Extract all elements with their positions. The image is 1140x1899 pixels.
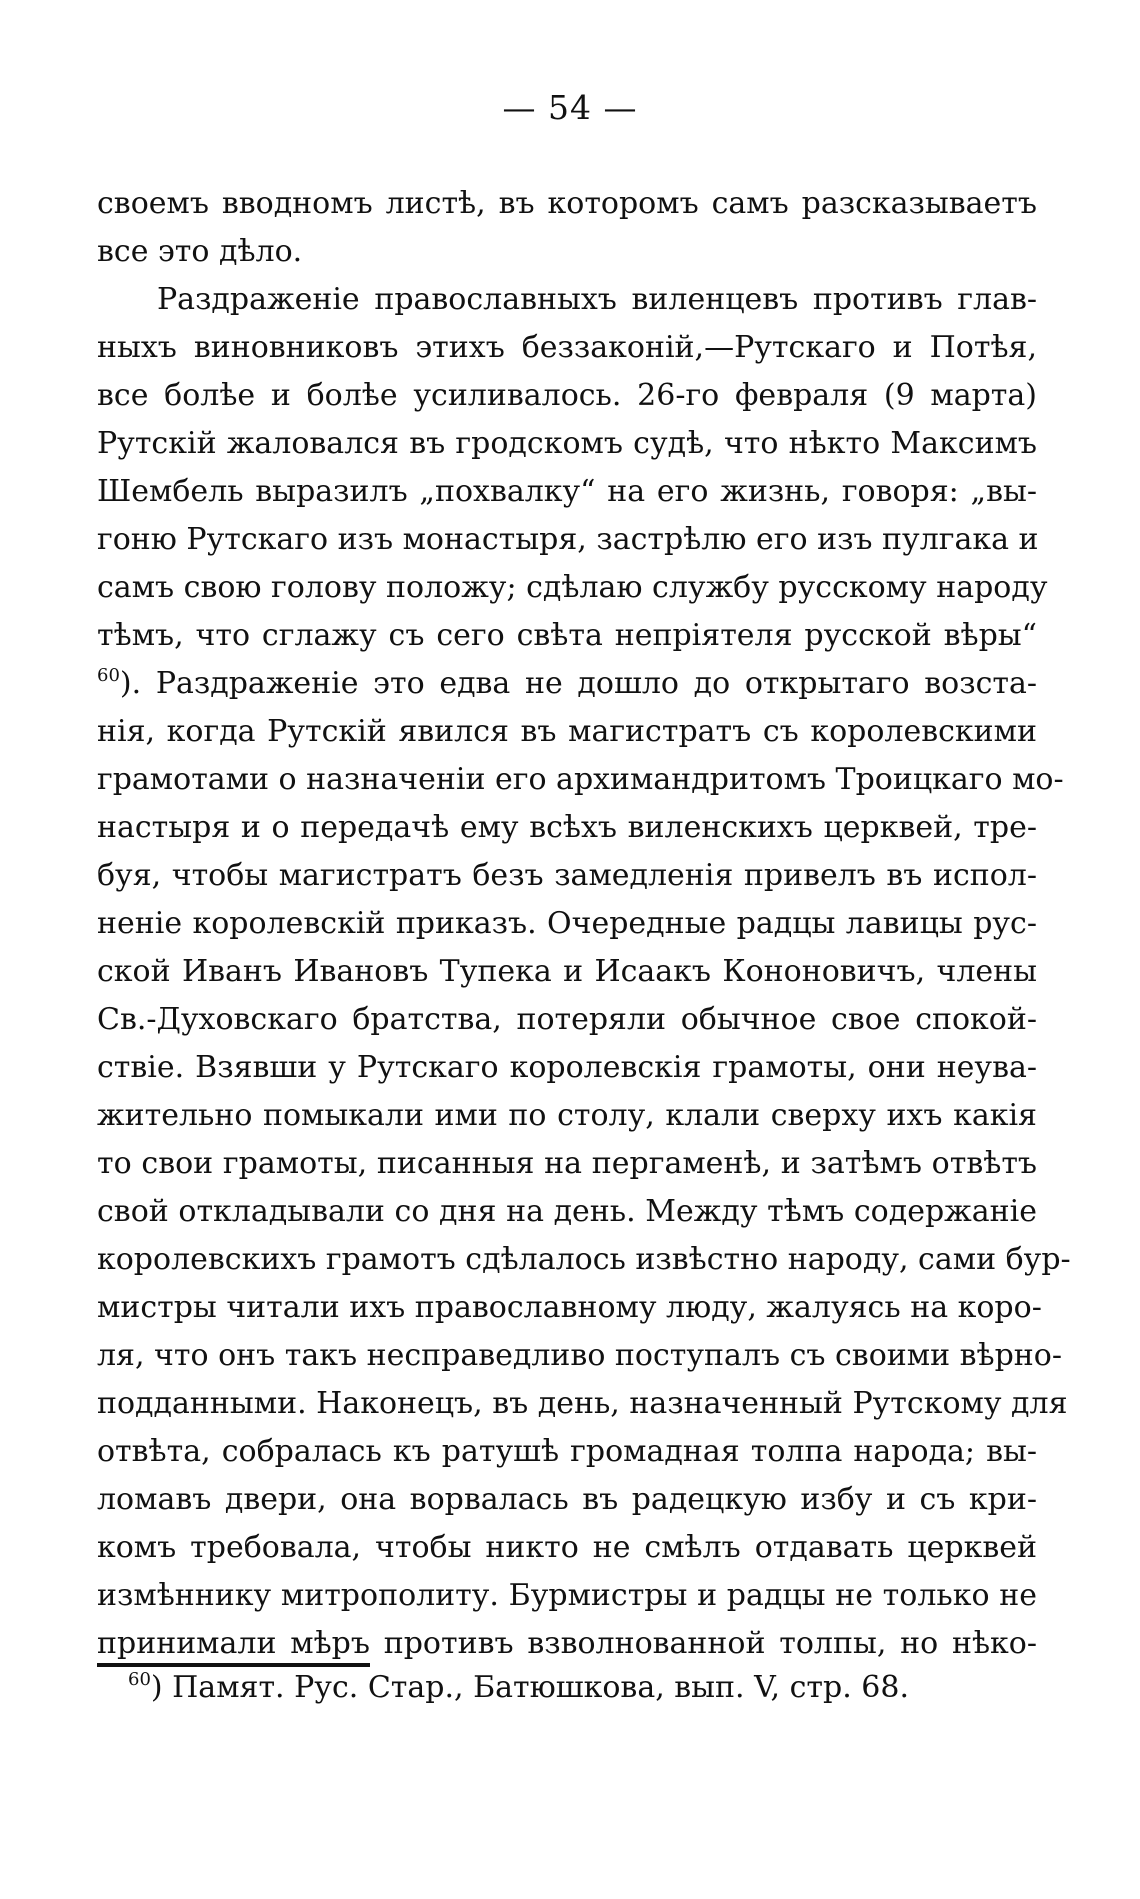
text-line: ской Иванъ Ивановъ Тупека и Исаакъ Кононовичъ, члены — [97, 954, 1037, 989]
text-line: Раздраженіе православныхъ виленцевъ противъ глав- — [157, 282, 1037, 317]
text-line: Шембель выразилъ „похвалку“ на его жизнь, говоря: „вы- — [97, 474, 1037, 509]
text-line: буя, чтобы магистратъ безъ замедленія привелъ въ испол- — [97, 858, 1037, 893]
text-line: свой откладывали со дня на день. Между тѣмъ содержаніе — [97, 1194, 1037, 1229]
text-line: все болѣе и болѣе усиливалось. 26-го февраля (9 марта) — [97, 378, 1037, 413]
text-segment: ). Раздраженіе это едва не дошло до открытаго возста- — [119, 666, 1037, 701]
footnote-mark: 60 — [128, 1669, 151, 1690]
text-line-last — [97, 1620, 1037, 1668]
text-line: нія, когда Рутскій явился въ магистратъ съ королевскими — [97, 714, 1037, 749]
page-number: — 54 — — [502, 88, 638, 127]
text-line: Рутскій жаловался въ гродскомъ судѣ, что нѣкто Максимъ — [97, 426, 1037, 461]
text-line: тѣмъ, что сглажу съ сего свѣта непріятеля русской вѣры“ — [97, 618, 1037, 653]
text-line-with-footnote-ref — [97, 660, 1037, 708]
text-line: ломавъ двери, она ворвалась въ радецкую избу и съ кри- — [97, 1482, 1037, 1517]
text-line: настыря и о передачѣ ему всѣхъ виленскихъ церквей, тре- — [97, 810, 1037, 845]
text-line: неніе королевскій приказъ. Очередные радцы лавицы рус- — [97, 906, 1037, 941]
text-line: Св.-Духовскаго братства, потеряли обычное свое спокой- — [97, 1002, 1037, 1037]
text-line: гоню Рутскаго изъ монастыря, застрѣлю его изъ пулгака и — [97, 522, 1039, 557]
text-line: ствіе. Взявши у Рутскаго королевскія грамоты, они неува- — [97, 1050, 1037, 1085]
text-line: то свои грамоты, писанныя на пергаменѣ, и затѣмъ отвѣтъ — [97, 1146, 1037, 1181]
text-line: отвѣта, собралась къ ратушѣ громадная толпа народа; вы- — [97, 1434, 1037, 1469]
text-line: измѣннику митрополиту. Бурмистры и радцы не только не — [97, 1578, 1037, 1613]
text-line: все это дѣло. — [97, 234, 303, 269]
footnote — [128, 1666, 988, 1710]
text-line: подданными. Наконецъ, въ день, назначенный Рутскому для — [97, 1386, 1068, 1421]
text-line: жительно помыкали ими по столу, клали сверху ихъ какія — [97, 1098, 1037, 1133]
underlined-text: принимали мѣръ — [97, 1626, 370, 1667]
text-line: своемъ вводномъ листѣ, въ которомъ самъ разсказываетъ — [97, 186, 1037, 221]
text-line: королевскихъ грамотъ сдѣлалось извѣстно народу, сами бур- — [97, 1242, 1071, 1277]
text-line: мистры читали ихъ православному люду, жалуясь на коро- — [97, 1290, 1042, 1325]
text-segment: противъ взволнованной толпы, но нѣко- — [369, 1626, 1037, 1661]
text-line: самъ свою голову положу; сдѣлаю службу русскому народу — [97, 570, 1048, 605]
text-line: грамотами о назначеніи его архимандритомъ Троицкаго мо- — [97, 762, 1064, 797]
footnote-reference: 60 — [97, 665, 120, 686]
body-text — [97, 180, 1071, 1668]
text-line: ля, что онъ такъ несправедливо поступалъ съ своими вѣрно- — [97, 1338, 1062, 1373]
footnote-text: ) Памят. Рус. Стар., Батюшкова, вып. V, стр. 68. — [150, 1670, 909, 1705]
text-line: ныхъ виновниковъ этихъ беззаконій,—Рутскаго и Потѣя, — [97, 330, 1037, 365]
text-line: комъ требовала, чтобы никто не смѣлъ отдавать церквей — [97, 1530, 1037, 1565]
